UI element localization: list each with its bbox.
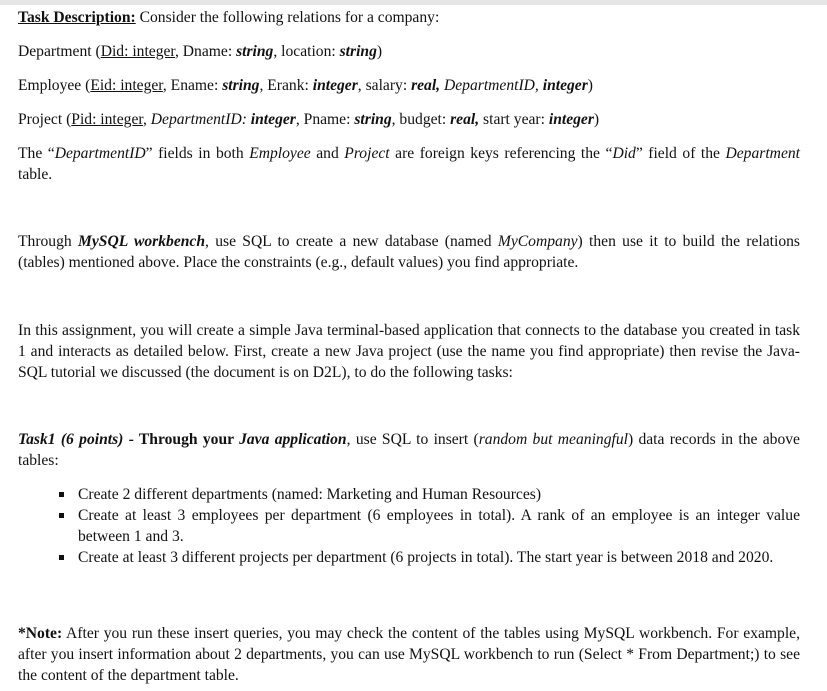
project-relation xyxy=(18,109,800,130)
text-segment: Through xyxy=(18,233,78,250)
task-description-text: Consider the following relations for a company: xyxy=(135,9,440,26)
task1-paragraph xyxy=(18,429,800,471)
type-label: string xyxy=(222,77,260,94)
text-segment: , use SQL to create a new database (named xyxy=(205,233,498,250)
text-segment: The “ xyxy=(18,145,55,162)
emphasis: random but meaningful xyxy=(478,431,628,448)
text-segment: , use SQL to insert ( xyxy=(346,431,479,448)
text-segment: ) xyxy=(376,43,383,60)
primary-key-text: Did: integer xyxy=(100,43,175,60)
text-segment: start year: xyxy=(479,111,549,128)
text-segment: table. xyxy=(18,166,53,183)
relation-name: Project ( xyxy=(18,111,72,128)
task1-bullet-list xyxy=(18,484,800,568)
emphasis: Did xyxy=(612,145,636,162)
department-primary-key xyxy=(101,43,175,60)
workbench-paragraph xyxy=(18,231,800,273)
emphasis: Java application xyxy=(239,431,347,448)
text-segment: , Ename: xyxy=(162,77,223,94)
emphasis: Department xyxy=(725,145,800,162)
employee-relation xyxy=(18,75,800,96)
type-label: string xyxy=(236,43,274,60)
foreign-key-field: DepartmentID: xyxy=(150,111,247,128)
note-paragraph xyxy=(18,623,800,686)
relation-name: Department ( xyxy=(18,43,101,60)
text-segment: and xyxy=(310,145,345,162)
type-label: integer xyxy=(548,111,594,128)
task-description-line xyxy=(18,7,800,28)
employee-primary-key: Eid: integer xyxy=(90,77,163,94)
foreign-key-field: DepartmentID, xyxy=(440,77,539,94)
text-segment: ) data records in the above tables: xyxy=(18,431,800,469)
text-segment: - Through your xyxy=(123,431,240,448)
department-relation xyxy=(18,41,800,62)
text-segment: ) then use it to build the relations (tables) mentioned above. Place the constraints (e.g., default values) you find appropriate. xyxy=(18,233,800,271)
text-segment: , location: xyxy=(273,43,340,60)
list-item: Create at least 3 different projects per department (6 projects in total). The start year is between 2018 and 2020. xyxy=(18,547,800,568)
type-label: integer xyxy=(246,111,296,128)
text-segment: , Erank: xyxy=(259,77,313,94)
tool-name: MySQL workbench xyxy=(78,233,206,250)
text-segment: ” field of the xyxy=(635,145,726,162)
emphasis: Project xyxy=(344,145,390,162)
relation-name: Employee ( xyxy=(18,77,91,94)
type-label: real, xyxy=(450,111,480,128)
foreign-key-note xyxy=(18,143,800,185)
list-item: Create at least 3 employees per department (6 employees in total). A rank of an employee is an integer value between 1 and 3. xyxy=(18,505,800,547)
type-label: integer xyxy=(538,77,588,94)
type-label: integer xyxy=(312,77,358,94)
emphasis: Employee xyxy=(249,145,311,162)
text-segment: , Dname: xyxy=(175,43,237,60)
note-label: *Note: xyxy=(18,625,63,642)
note-text: After you run these insert queries, you may check the content of the tables using MySQL workbench. For example, after you insert information about 2 departments, you can use MySQL workbench to run (Select * From Department;) to see the content of the department table. xyxy=(18,625,800,684)
type-label: real, xyxy=(411,77,441,94)
text-segment: ) xyxy=(587,77,593,94)
text-segment: , salary: xyxy=(357,77,412,94)
task1-title: Task1 (6 points) xyxy=(18,431,124,448)
text-segment: ) xyxy=(593,111,600,128)
top-divider xyxy=(0,0,827,5)
list-item: Create 2 different departments (named: Marketing and Human Resources) xyxy=(18,484,800,505)
text-segment: , Pname: xyxy=(295,111,355,128)
database-name: MyCompany xyxy=(497,233,578,250)
assignment-intro: In this assignment, you will create a simple Java terminal-based application that connects to the database you created in task 1 and interacts as detailed below. First, create a new Java project (use the name you find appropriate) then revise the Java-SQL tutorial we discussed (the document is on D2L), to do the following tasks: xyxy=(18,322,800,381)
text-segment: ” fields in both xyxy=(145,145,250,162)
text-segment: , budget: xyxy=(391,111,451,128)
type-label: string xyxy=(354,111,392,128)
emphasis: DepartmentID xyxy=(54,145,146,162)
text-segment: are foreign keys referencing the “ xyxy=(389,145,613,162)
project-primary-key: Pid: integer xyxy=(71,111,143,128)
task-description-label: Task Description: xyxy=(18,9,136,26)
type-label: string xyxy=(339,43,377,60)
text-segment: , xyxy=(142,111,151,128)
